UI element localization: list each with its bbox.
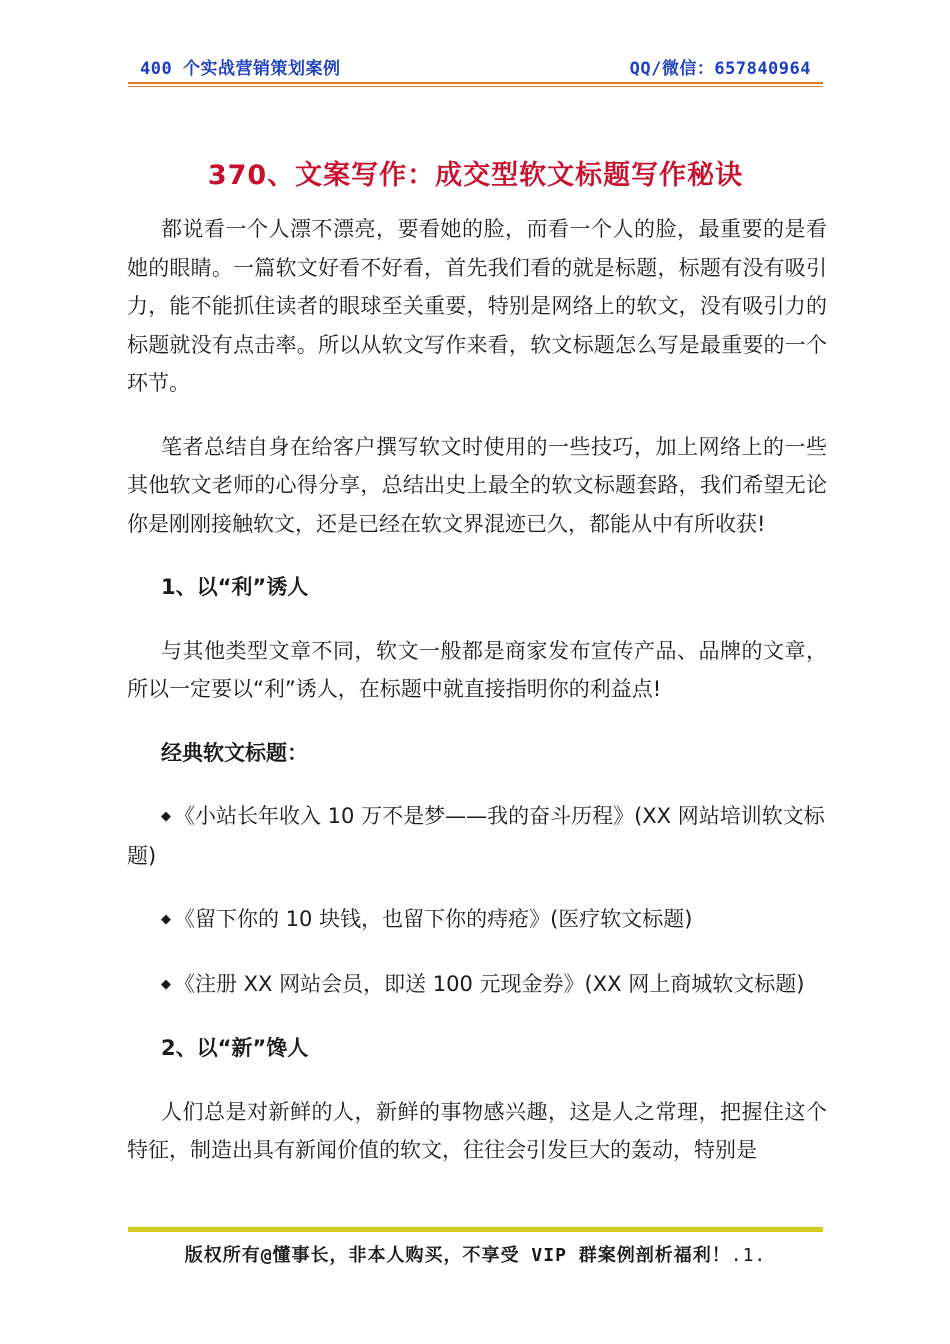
document-body [127,210,827,1195]
list-item [127,965,827,1005]
paragraph-summary: 笔者总结自身在给客户撰写软文时使用的一些技巧，加上网络上的一些其他软文老师的心得分享，总结出史上最全的软文标题套路，我们希望无论你是刚刚接触软文，还是已经在软文界混迹已久，都能从中有所收获! [127,434,827,536]
header-divider [128,82,823,84]
section-heading-1: 1、以“利”诱人 [161,575,309,599]
footer-copyright: 版权所有@懂事长，非本人购买，不享受 VIP 群案例剖析福利！ [184,1245,731,1266]
header-series-title: 400 个实战营销策划案例 [140,59,341,79]
section-heading-2: 2、以“新”馋人 [161,1036,309,1060]
list-item [127,797,827,875]
footer-divider [128,1227,823,1232]
diamond-bullet-icon: ◆ [161,976,171,992]
diamond-bullet-icon: ◆ [161,912,171,927]
page-footer [128,1241,823,1267]
page-header [128,54,823,80]
subheading-classic-titles: 经典软文标题： [161,740,308,765]
header-contact: QQ/微信：657840964 [629,59,811,79]
diamond-bullet-icon: ◆ [161,809,171,824]
page-number: .1. [730,1245,767,1266]
list-item-text: 《留下你的 10 块钱，也留下你的痔疮》(医疗软文标题) [174,907,693,931]
paragraph-section-1: 与其他类型文章不同，软文一般都是商家发布宣传产品、品牌的文章，所以一定要以“利”诱人，在标题中就直接指明你的利益点! [127,638,827,701]
paragraph-section-2: 人们总是对新鲜的人，新鲜的事物感兴趣，这是人之常理，把握住这个特征，制造出具有新闻价值的软文，往往会引发巨大的轰动，特别是 [127,1099,827,1162]
paragraph-intro: 都说看一个人漂不漂亮，要看她的脸，而看一个人的脸，最重要的是看她的眼睛。一篇软文好看不好看，首先我们看的就是标题，标题有没有吸引力，能不能抓住读者的眼球至关重要，特别是网络上的软文，没有吸引力的标题就没有点击率。所以从软文写作来看，软文标题怎么写是最重要的一个环节。 [127,217,827,395]
list-item-text: 《注册 XX 网站会员，即送 100 元现金券》(XX 网上商城软文标题) [174,971,805,996]
document-title: 370、文案写作：成交型软文标题写作秘诀 [207,160,744,191]
list-item-text: 《小站长年收入 10 万不是梦——我的奋斗历程》(XX 网站培训软文标题) [127,804,825,868]
header-divider-thin [128,86,823,87]
list-item [127,900,827,940]
